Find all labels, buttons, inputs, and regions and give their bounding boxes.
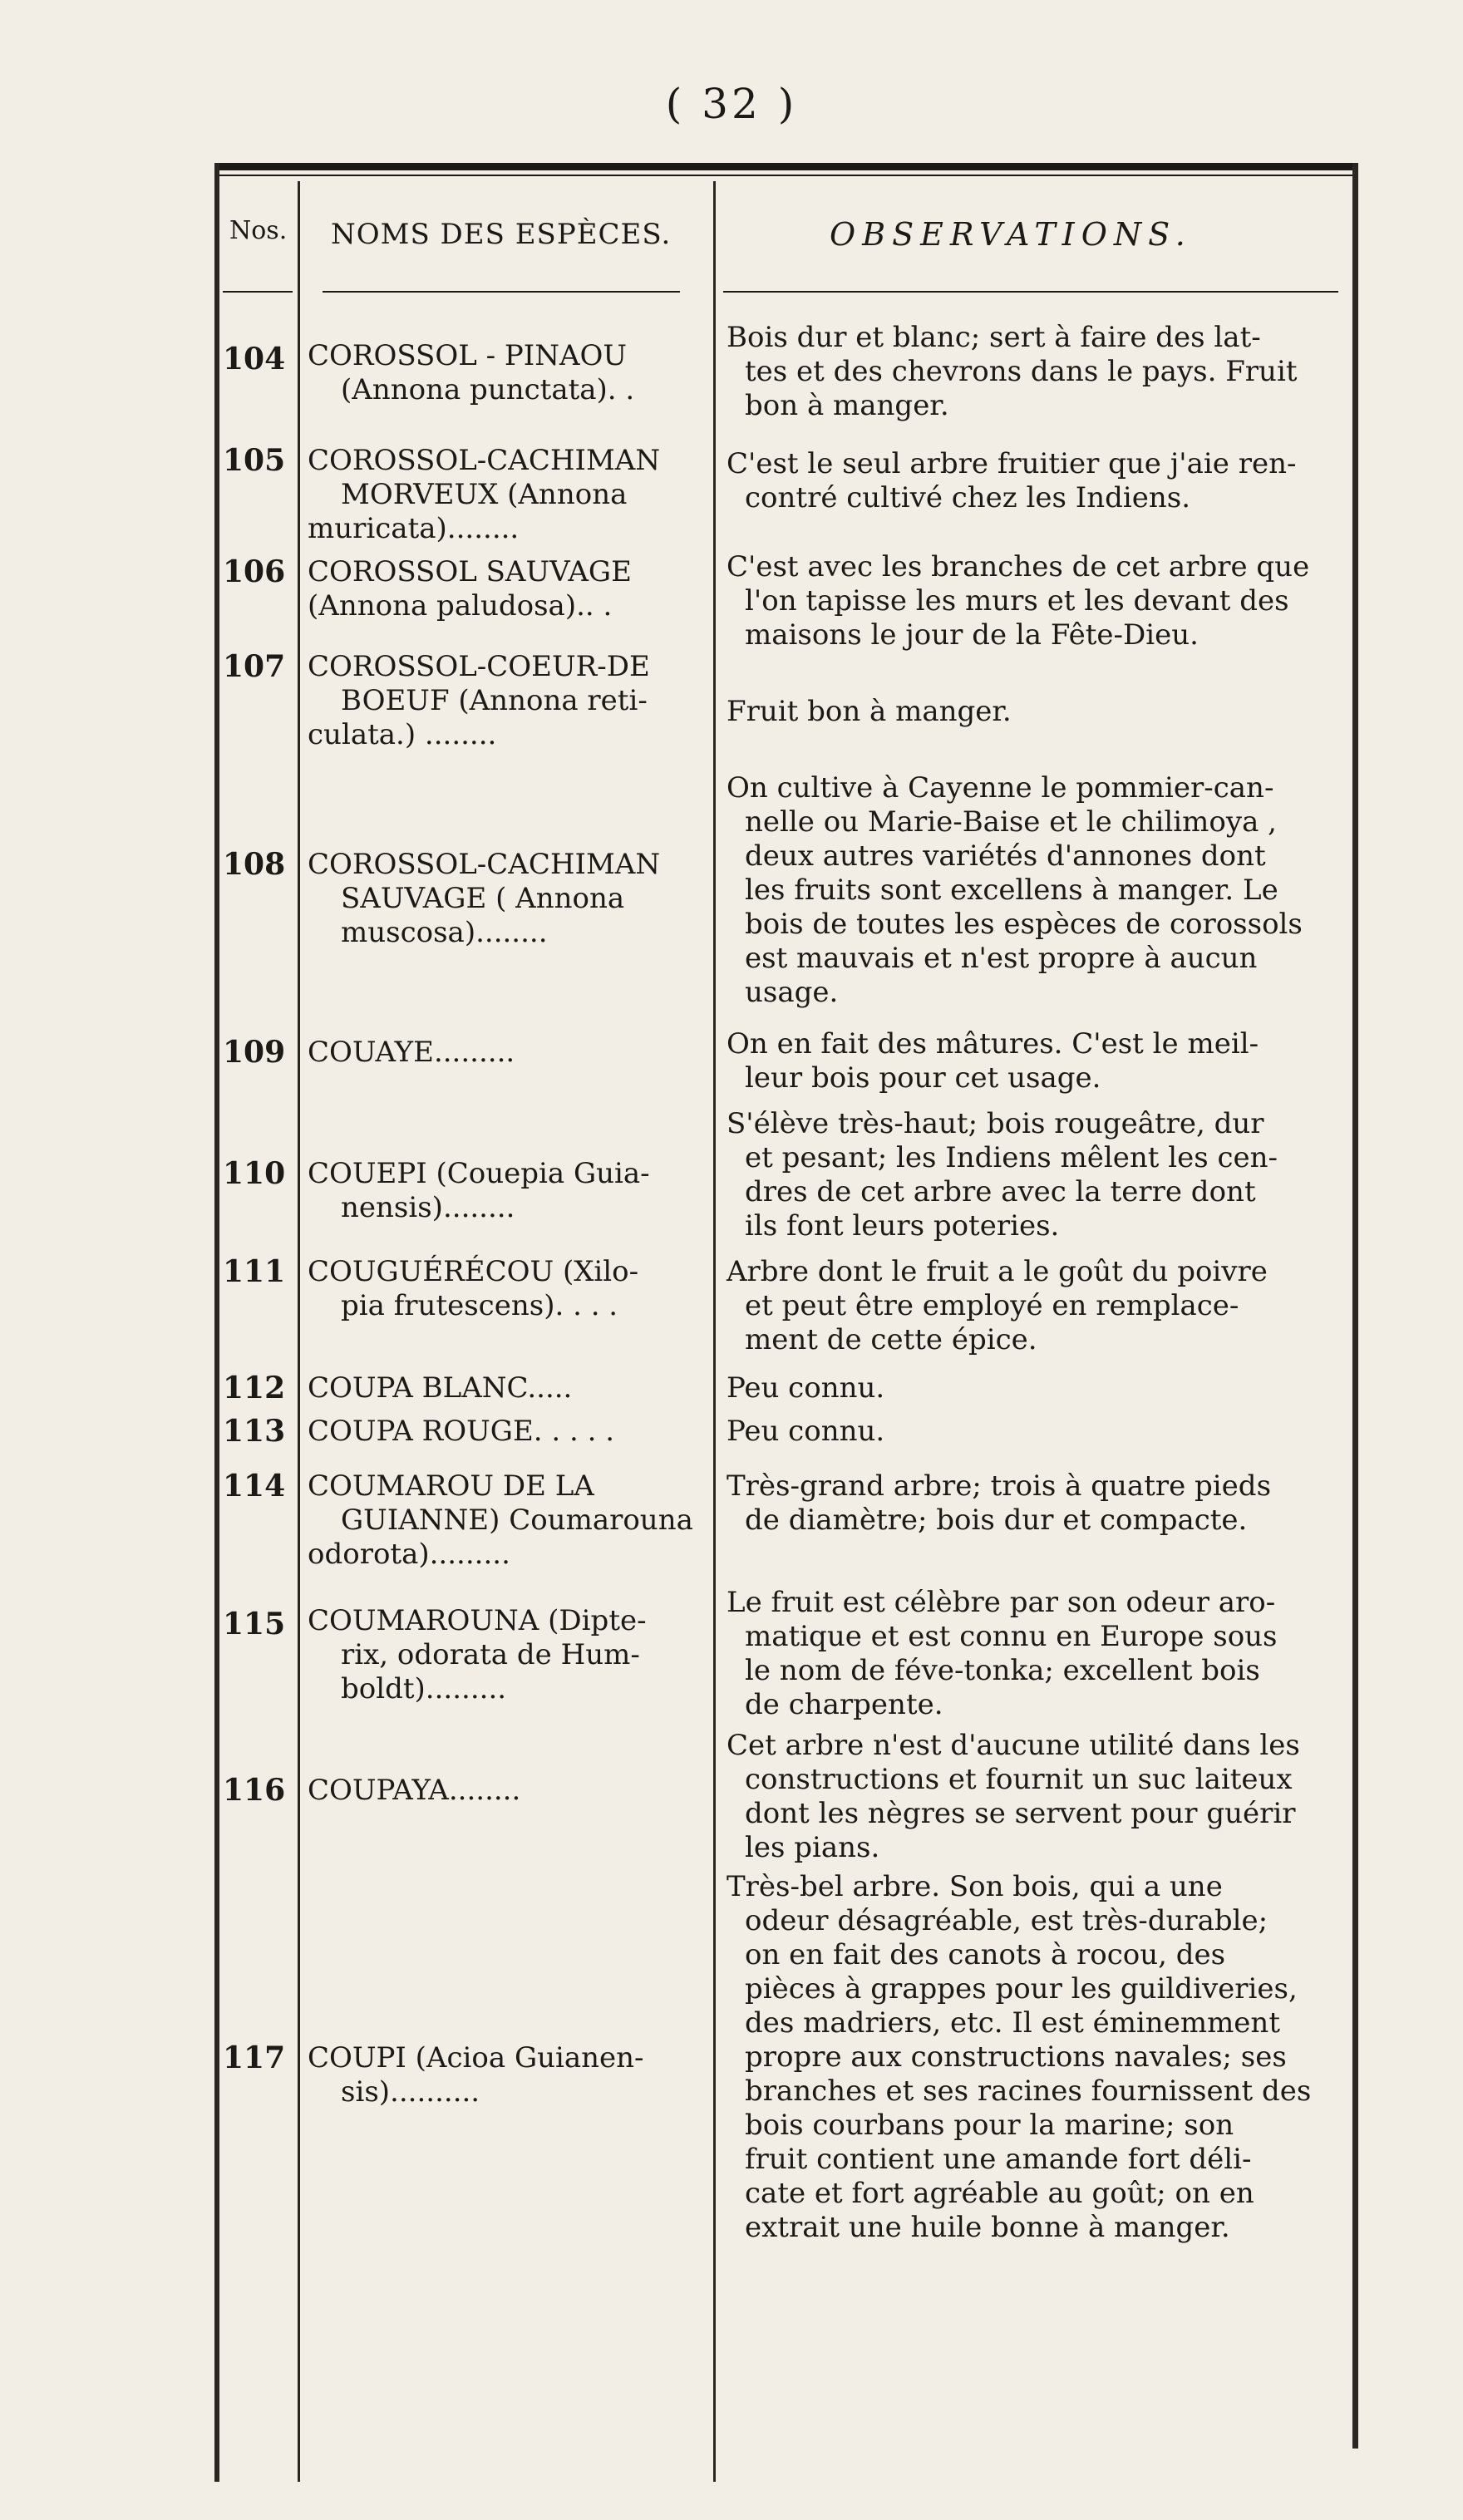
species-name-line: muscosa)........ [341, 916, 548, 949]
header-rule-observations [723, 291, 1338, 293]
species-name-line: COUPA BLANC..... [308, 1371, 573, 1405]
observation-line: des madriers, etc. Il est éminemment [745, 2006, 1280, 2040]
species-name [308, 1415, 710, 1449]
observation-line: matique et est connu en Europe sous [745, 1620, 1278, 1653]
species-observation [727, 771, 1342, 1010]
observation-line: et pesant; les Indiens mêlent les cen- [745, 1141, 1278, 1174]
observation-line: dres de cet arbre avec la terre dont [745, 1175, 1256, 1208]
species-name [308, 1157, 710, 1225]
header-rule-number [223, 291, 293, 293]
table-header [214, 206, 1358, 298]
species-name-line: muricata)........ [308, 512, 520, 545]
header-species-names: NOMS DES ESPÈCES. [331, 218, 672, 251]
species-name [308, 555, 710, 623]
observation-line: C'est le seul arbre fruitier que j'aie ren- [727, 447, 1297, 480]
species-name-line: BOEUF (Annona reti- [341, 684, 648, 717]
species-name-line: MORVEUX (Annona [341, 478, 628, 511]
species-observation [727, 1027, 1342, 1095]
observation-line: maisons le jour de la Fête-Dieu. [745, 618, 1199, 652]
species-name-line: SAUVAGE ( Annona [341, 882, 625, 915]
species-observation [727, 1255, 1342, 1357]
column-divider-name [713, 181, 716, 2482]
observation-line: propre aux constructions navales; ses [745, 2040, 1287, 2074]
page-number: ( 32 ) [665, 80, 798, 128]
species-name-line: COROSSOL-COEUR-DE [308, 650, 650, 683]
observation-line: deux autres variétés d'annones dont [745, 839, 1266, 873]
species-observation [727, 1586, 1342, 1722]
species-name [308, 650, 710, 752]
species-name-line: rix, odorata de Hum- [341, 1638, 640, 1671]
species-name-line: COROSSOL SAUVAGE [308, 555, 632, 588]
species-number: 116 [223, 1773, 286, 1808]
observation-line: est mauvais et n'est propre à aucun [745, 942, 1258, 975]
header-observations: OBSERVATIONS. [830, 216, 1192, 253]
observation-line: odeur désagréable, est très-durable; [745, 1904, 1268, 1937]
species-name-line: COUPI (Acioa Guianen- [308, 2041, 644, 2075]
species-observation [727, 550, 1342, 652]
observation-line: dont les nègres se servent pour guérir [745, 1797, 1296, 1830]
species-name-line: (Annona punctata). . [341, 373, 635, 406]
species-number: 108 [223, 847, 286, 882]
species-observation [727, 321, 1342, 423]
species-number: 104 [223, 342, 286, 377]
observation-line: usage. [745, 976, 839, 1009]
species-observation [727, 1415, 1342, 1449]
species-name-line: nensis)........ [341, 1191, 515, 1224]
species-number: 115 [223, 1607, 286, 1641]
right-border [1352, 163, 1358, 2449]
species-name-line: COUPAYA........ [308, 1774, 521, 1807]
observation-line: Fruit bon à manger. [727, 695, 1012, 728]
observation-line: Le fruit est célèbre par son odeur aro- [727, 1586, 1276, 1619]
species-observation [727, 1870, 1342, 2245]
species-number: 117 [223, 2040, 286, 2075]
species-name-line: GUIANNE) Coumarouna [341, 1504, 693, 1537]
species-name-line: COROSSOL - PINAOU [308, 339, 628, 372]
species-name-line: COUPA ROUGE. . . . . [308, 1415, 615, 1448]
observation-line: Arbre dont le fruit a le goût du poivre [727, 1255, 1268, 1288]
observation-line: Bois dur et blanc; sert à faire des lat- [727, 321, 1261, 354]
species-name-line: COUMAROU DE LA [308, 1469, 594, 1503]
header-rule-name [323, 291, 680, 293]
species-number: 107 [223, 649, 286, 684]
observation-line: ils font leurs poteries. [745, 1209, 1060, 1243]
observation-line: Très-grand arbre; trois à quatre pieds [727, 1469, 1272, 1503]
species-observation [727, 1107, 1342, 1243]
observation-line: les pians. [745, 1831, 880, 1864]
observation-line: cate et fort agréable au goût; on en [745, 2177, 1254, 2210]
species-number: 114 [223, 1469, 286, 1504]
observation-line: l'on tapisse les murs et les devant des [745, 584, 1289, 618]
species-name-line: pia frutescens). . . . [341, 1289, 618, 1322]
observation-line: constructions et fournit un suc laiteux [745, 1763, 1293, 1796]
species-number: 110 [223, 1156, 286, 1191]
observation-line: bon à manger. [745, 389, 949, 422]
species-name-line: COROSSOL-CACHIMAN [308, 444, 661, 477]
species-name-line: COROSSOL-CACHIMAN [308, 848, 661, 881]
observation-line: contré cultivé chez les Indiens. [745, 481, 1191, 514]
observation-line: tes et des chevrons dans le pays. Fruit [745, 355, 1298, 388]
observation-line: On en fait des mâtures. C'est le meil- [727, 1027, 1259, 1061]
observation-line: bois de toutes les espèces de corossols [745, 908, 1303, 941]
column-divider-number [298, 181, 300, 2482]
observation-line: Très-bel arbre. Son bois, qui a une [727, 1870, 1223, 1903]
observation-line: pièces à grappes pour les guildiveries, [745, 1972, 1298, 2006]
species-name-line: boldt)......... [341, 1672, 507, 1705]
top-rule-thin [214, 175, 1358, 176]
species-observation [727, 1729, 1342, 1865]
species-number: 105 [223, 443, 286, 478]
species-name-line: odorota)......... [308, 1538, 510, 1571]
species-name-line: sis).......... [341, 2075, 480, 2109]
species-name-line: COUGUÉRÉCOU (Xilo- [308, 1255, 639, 1288]
species-name [308, 848, 710, 950]
observation-line: de diamètre; bois dur et compacte. [745, 1504, 1248, 1537]
observation-line: Cet arbre n'est d'aucune utilité dans les [727, 1729, 1300, 1762]
species-number: 112 [223, 1371, 286, 1405]
observation-line: Peu connu. [727, 1371, 885, 1405]
species-name-line: COUAYE......... [308, 1036, 515, 1069]
observation-line: branches et ses racines fournissent des [745, 2075, 1312, 2108]
observation-line: le nom de féve-tonka; excellent bois [745, 1654, 1260, 1687]
observation-line: On cultive à Cayenne le pommier-can- [727, 771, 1274, 805]
observation-line: de charpente. [745, 1688, 943, 1721]
species-observation [727, 447, 1342, 515]
species-name [308, 444, 710, 546]
species-number: 109 [223, 1035, 286, 1070]
species-name-line: COUMAROUNA (Dipte- [308, 1604, 647, 1637]
species-name-line: (Annona paludosa).. . [308, 589, 613, 623]
species-name-line: COUEPI (Couepia Guia- [308, 1157, 650, 1190]
species-number: 113 [223, 1414, 286, 1449]
observation-line: les fruits sont excellens à manger. Le [745, 874, 1278, 907]
species-observation [727, 695, 1342, 729]
observation-line: bois courbans pour la marine; son [745, 2109, 1234, 2142]
observation-line: extrait une huile bonne à manger. [745, 2211, 1230, 2244]
observation-line: on en fait des canots à rocou, des [745, 1938, 1226, 1971]
observation-line: ment de cette épice. [745, 1323, 1037, 1356]
species-number: 106 [223, 554, 286, 589]
species-name [308, 1774, 710, 1808]
observation-line: C'est avec les branches de cet arbre que [727, 550, 1310, 583]
observation-line: leur bois pour cet usage. [745, 1061, 1101, 1095]
top-rule [214, 163, 1358, 170]
observation-line: et peut être employé en remplace- [745, 1289, 1239, 1322]
observation-line: fruit contient une amande fort déli- [745, 2143, 1252, 2176]
species-name [308, 1036, 710, 1070]
species-name [308, 1469, 710, 1572]
species-observation [727, 1469, 1342, 1538]
observation-line: S'élève très-haut; bois rougeâtre, dur [727, 1107, 1264, 1140]
observation-line: nelle ou Marie-Baise et le chilimoya , [745, 805, 1277, 839]
species-name [308, 339, 710, 407]
left-border [214, 163, 219, 2482]
species-table [214, 163, 1358, 2482]
species-number: 111 [223, 1254, 286, 1289]
observation-line: Peu connu. [727, 1415, 885, 1448]
species-observation [727, 1371, 1342, 1405]
species-name [308, 2041, 710, 2109]
species-name [308, 1371, 710, 1405]
species-name [308, 1255, 710, 1323]
header-number: Nos. [229, 216, 288, 245]
species-name-line: culata.) ........ [308, 718, 497, 751]
species-name [308, 1604, 710, 1706]
